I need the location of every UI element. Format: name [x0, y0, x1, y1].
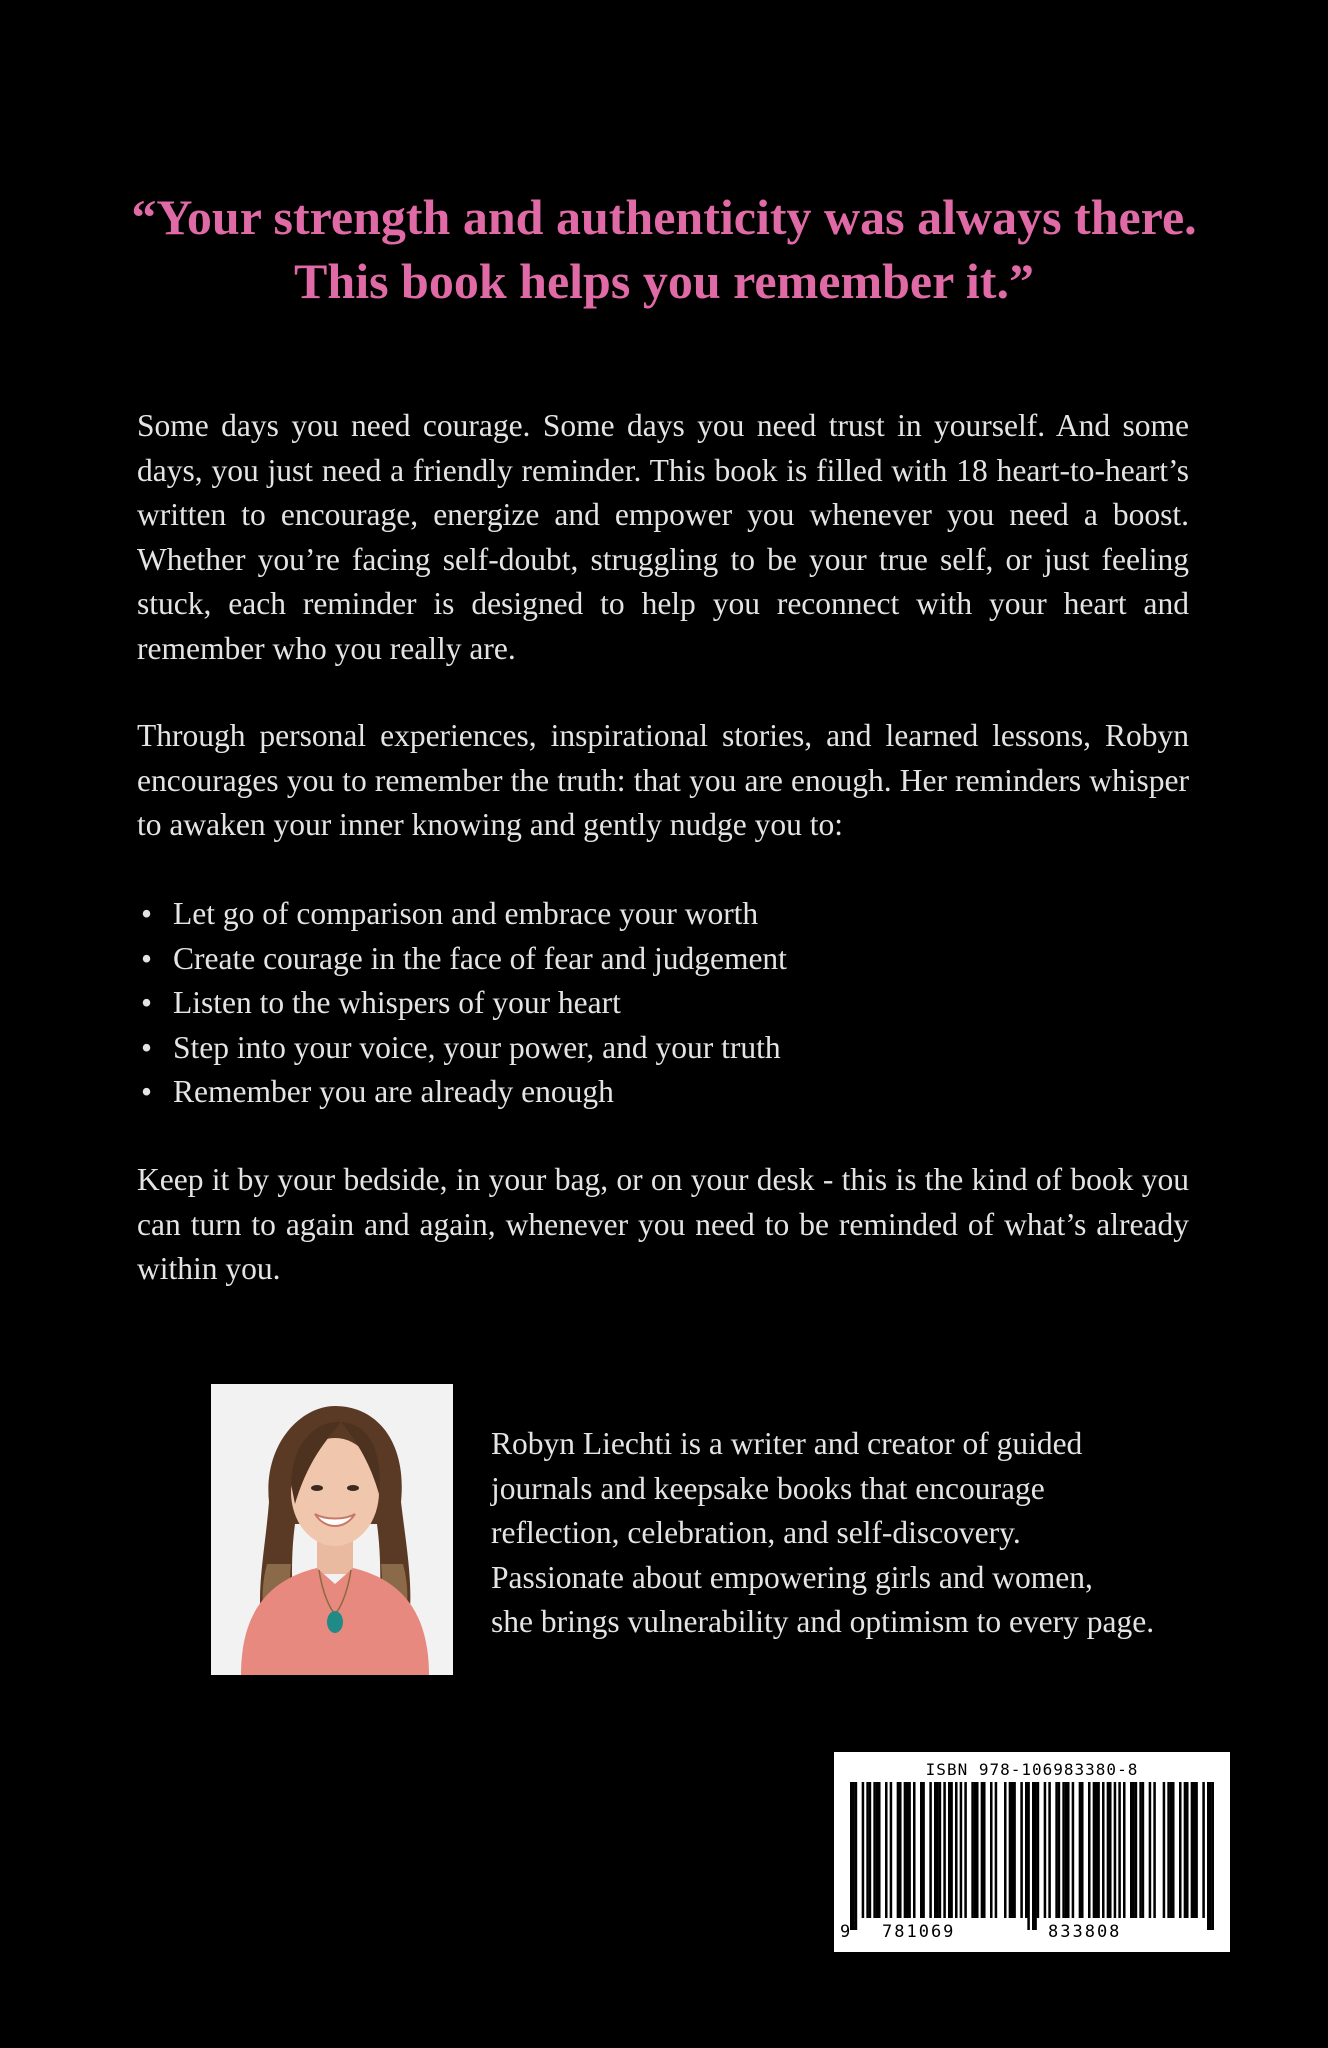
barcode-bar [852, 1782, 855, 1930]
barcode-bar [955, 1782, 958, 1918]
barcode-bar [1107, 1782, 1110, 1918]
bio-line: Robyn Liechti is a writer and creator of guided [491, 1426, 1083, 1461]
barcode-bar [885, 1782, 888, 1918]
barcode-bar [1079, 1782, 1082, 1918]
list-item: • Remember you are already enough [137, 1070, 787, 1115]
barcode-bar [1114, 1782, 1117, 1918]
barcode-bar [948, 1782, 951, 1918]
barcode-bar [913, 1782, 916, 1918]
barcode-bar [1097, 1782, 1100, 1918]
barcode-bar [908, 1782, 911, 1918]
barcode-bar [1195, 1782, 1198, 1918]
barcode-bar [1009, 1782, 1012, 1918]
author-bio [491, 1422, 1251, 1645]
bio-line: reflection, celebration, and self-discovery. [491, 1515, 1021, 1550]
barcode-bar [920, 1782, 923, 1918]
barcode-bar [1044, 1782, 1047, 1918]
barcode-bar [922, 1782, 925, 1918]
bullet-icon: • [141, 985, 153, 1020]
bio-line: journals and keepsake books that encourage [491, 1470, 1045, 1506]
barcode-bar [878, 1782, 881, 1918]
barcode-bar [1102, 1782, 1105, 1918]
barcode-right-digits: 833808 [1048, 1922, 1122, 1942]
barcode-bar [934, 1782, 937, 1918]
barcode-bar [855, 1782, 858, 1930]
barcode-bar [929, 1782, 932, 1918]
barcode-bar [890, 1782, 893, 1918]
list-item: • Create courage in the face of fear and judgement [137, 937, 787, 982]
barcode-bar [1142, 1782, 1145, 1918]
bio-line: she brings vulnerability and optimism to every page. [491, 1604, 1155, 1639]
barcode-bar [964, 1782, 967, 1918]
barcode-bar [1109, 1782, 1112, 1918]
bullet-icon: • [141, 1074, 153, 1109]
barcode-bar [1055, 1782, 1058, 1918]
barcode-bar [1027, 1782, 1030, 1930]
barcode-bar [1186, 1782, 1189, 1918]
barcode-bar [990, 1782, 993, 1918]
list-item: • Let go of comparison and embrace your worth [137, 892, 787, 937]
list-item: • Listen to the whispers of your heart [137, 981, 787, 1026]
barcode-bars-icon [850, 1782, 1214, 1932]
barcode-bar [1149, 1782, 1152, 1918]
author-photo [211, 1384, 453, 1675]
barcode-bar [1037, 1782, 1040, 1918]
bullet-icon: • [141, 896, 153, 931]
isbn-barcode [834, 1752, 1230, 1952]
barcode-bar [1032, 1782, 1035, 1930]
reminder-list [137, 892, 787, 1115]
barcode-bar [1088, 1782, 1091, 1918]
barcode-bar [869, 1782, 872, 1918]
barcode-bar [862, 1782, 865, 1918]
barcode-bar [1013, 1782, 1016, 1918]
barcode-bar [1048, 1782, 1051, 1918]
quote-line-1: “Your strength and authenticity was always there. [131, 189, 1197, 245]
barcode-bar [1072, 1782, 1075, 1918]
barcode-bar [1011, 1782, 1014, 1918]
bullet-icon: • [141, 940, 153, 976]
barcode-bar [876, 1782, 879, 1918]
barcode-bar [981, 1782, 984, 1918]
barcode-bar [1172, 1782, 1175, 1918]
barcode-bar [1135, 1782, 1138, 1918]
barcode-bar [1170, 1782, 1173, 1918]
barcode-bar [974, 1782, 977, 1918]
barcode-bar [1209, 1782, 1212, 1930]
barcode-bar [1123, 1782, 1126, 1918]
barcode-bar [983, 1782, 986, 1918]
barcode-bar [1163, 1782, 1166, 1918]
barcode-bar [936, 1782, 939, 1918]
barcode-bar [1065, 1782, 1068, 1918]
barcode-bar [1058, 1782, 1061, 1918]
barcode-bar [1212, 1782, 1214, 1930]
barcode-bar [897, 1782, 900, 1918]
barcode-bar [1034, 1782, 1037, 1930]
barcode-bar [1081, 1782, 1084, 1918]
bio-line: Passionate about empowering girls and women, [491, 1559, 1093, 1595]
barcode-bar [1132, 1782, 1135, 1918]
barcode-bar [904, 1782, 907, 1918]
barcode-bar [1004, 1782, 1007, 1918]
barcode-left-digits: 781069 [882, 1922, 956, 1942]
barcode-bar [1179, 1782, 1182, 1918]
barcode-bar [906, 1782, 909, 1918]
quote-line-2: This book helps you remember it.” [294, 253, 1034, 309]
barcode-bar [899, 1782, 902, 1918]
barcode-bar [1095, 1782, 1098, 1918]
barcode-lead-digit: 9 [840, 1922, 853, 1942]
barcode-bar [1093, 1782, 1096, 1918]
barcode-bar [1130, 1782, 1133, 1918]
description-paragraph-3: Keep it by your bedside, in your bag, or on your desk - this is the kind of book you can turn to again and again, whenever you need to be reminded of what’s already within you. [137, 1162, 1189, 1286]
barcode-bar [1167, 1782, 1170, 1918]
isbn-label: ISBN 978-106983380-8 [925, 1760, 1139, 1779]
barcode-bar [866, 1782, 869, 1918]
list-item: • Step into your voice, your power, and your truth [137, 1026, 787, 1071]
bullet-icon: • [141, 1029, 153, 1065]
barcode-bar [1020, 1782, 1023, 1918]
barcode-bar [976, 1782, 979, 1918]
barcode-bar [960, 1782, 963, 1918]
barcode-bar [971, 1782, 974, 1918]
barcode-bar [1191, 1782, 1194, 1918]
barcode-bar [1062, 1782, 1065, 1918]
description-paragraph-1: Some days you need courage. Some days you need trust in yourself. And some days, you just need a friendly reminder. This book is filled with 18 heart-to-heart’s written to encourage, energize and empower you whenever you need a boost. Whether you’re facing self-doubt, struggling to be your true self, or just feeling stuck, each reminder is designed to help you reconnect with your heart and remember who you really are. [137, 408, 1189, 666]
barcode-bar [943, 1782, 946, 1918]
barcode-bar [995, 1782, 998, 1918]
pull-quote [60, 185, 1268, 313]
barcode-bar [1207, 1782, 1210, 1930]
barcode-bar [1202, 1782, 1205, 1918]
barcode-bar [850, 1782, 853, 1930]
barcode-bar [939, 1782, 942, 1918]
barcode-bar [950, 1782, 953, 1918]
author-portrait-icon [211, 1384, 453, 1675]
barcode-bar [1025, 1782, 1028, 1918]
barcode-bar [1139, 1782, 1142, 1918]
barcode-bar [1118, 1782, 1121, 1918]
description-paragraph-2: Through personal experiences, inspirational stories, and learned lessons, Robyn encourages you to remember the truth: that you are enough. Her reminders whisper to awaken your inner knowing and gently nudge you to: [137, 718, 1189, 842]
barcode-bar [1193, 1782, 1196, 1918]
barcode-bar [1153, 1782, 1156, 1918]
barcode-bar [1067, 1782, 1070, 1918]
barcode-bar [1184, 1782, 1187, 1918]
barcode-bar [873, 1782, 876, 1918]
